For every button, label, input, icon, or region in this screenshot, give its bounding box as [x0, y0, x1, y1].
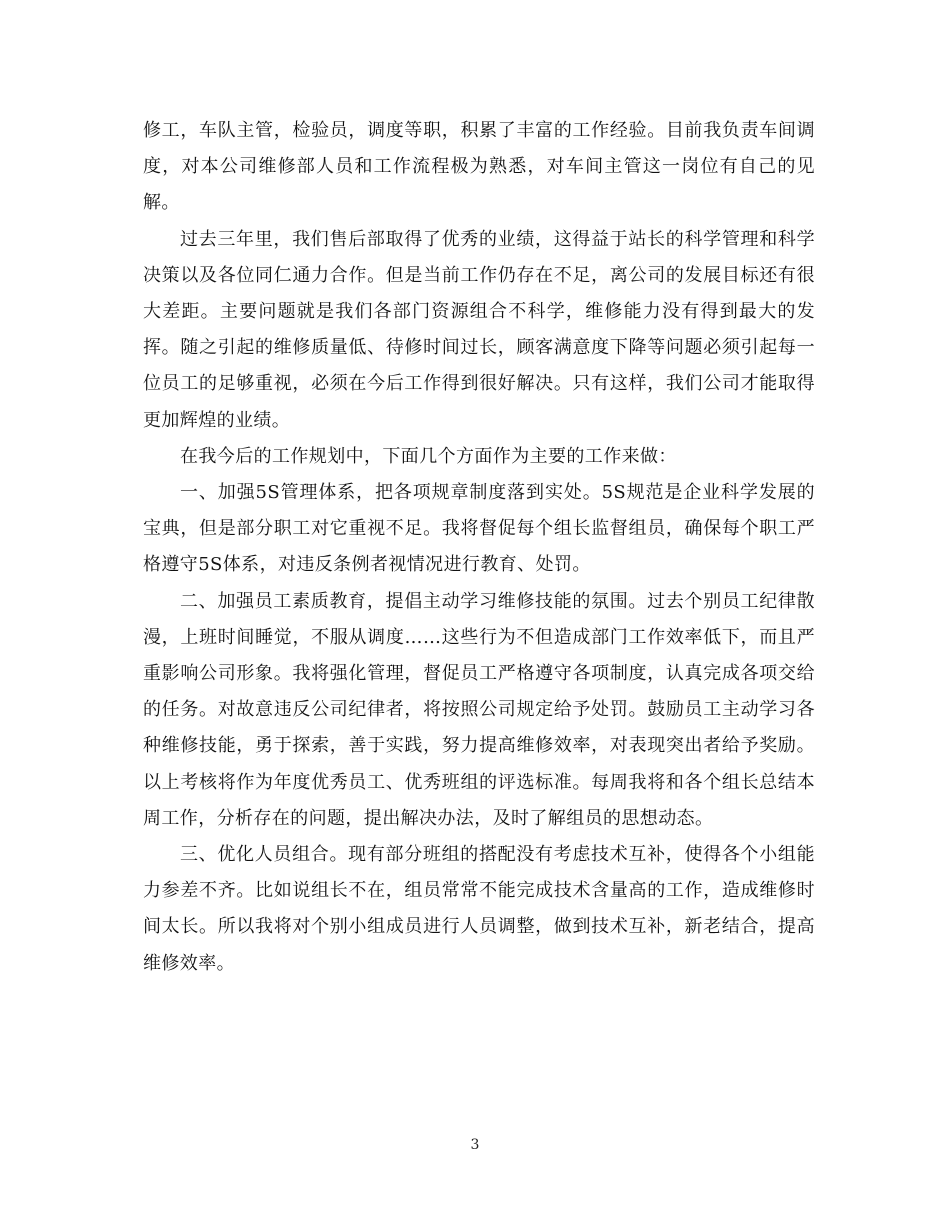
- page-number: 3: [470, 1137, 480, 1153]
- paragraph-past-three-years: 过去三年里，我们售后部取得了优秀的业绩，这得益于站长的科学管理和科学决策以及各位同仁通力合作。但是当前工作仍存在不足，离公司的发展目标还有很大差距。主要问题就是我们各部门资源组合不科学，维修能力没有得到最大的发挥。随之引起的维修质量低、待修时间过长，顾客满意度下降等问题必须引起每一位员工的足够重视，必须在今后工作得到很好解决。只有这样，我们公司才能取得更加辉煌的业绩。: [143, 228, 815, 431]
- paragraph-5s-management: 一、加强5S管理体系，把各项规章制度落到实处。5S规范是企业科学发展的宝典，但是部分职工对它重视不足。我将督促每个组长监督组员，确保每个职工严格遵守5S体系，对违反条例者视情况进行教育、处罚。: [143, 482, 815, 576]
- paragraph-staff-optimization: 三、优化人员组合。现有部分班组的搭配没有考虑技术互补，使得各个小组能力参差不齐。比如说组长不在，组员常常不能完成技术含量高的工作，造成维修时间太长。所以我将对个别小组成员进行人员调整，做到技术互补，新老结合，提高维修效率。: [143, 844, 815, 974]
- paragraph-continued-experience: 修工，车队主管，检验员，调度等职，积累了丰富的工作经验。目前我负责车间调度，对本公司维修部人员和工作流程极为熟悉，对车间主管这一岗位有自己的见解。: [143, 120, 815, 214]
- paragraph-work-plan-intro: 在我今后的工作规划中，下面几个方面作为主要的工作来做：: [180, 445, 677, 467]
- paragraph-staff-education: 二、加强员工素质教育，提倡主动学习维修技能的氛围。过去个别员工纪律散漫，上班时间睡觉，不服从调度……这些行为不但造成部门工作效率低下，而且严重影响公司形象。我将强化管理，督促员工严格遵守各项制度，认真完成各项交给的任务。对故意违反公司纪律者，将按照公司规定给予处罚。鼓励员工主动学习各种维修技能，勇于探索，善于实践，努力提高维修效率，对表现突出者给予奖励。以上考核将作为年度优秀员工、优秀班组的评选标准。每周我将和各个组长总结本周工作，分析存在的问题，提出解决办法，及时了解组员的思想动态。: [143, 590, 815, 829]
- document-body: [143, 113, 815, 982]
